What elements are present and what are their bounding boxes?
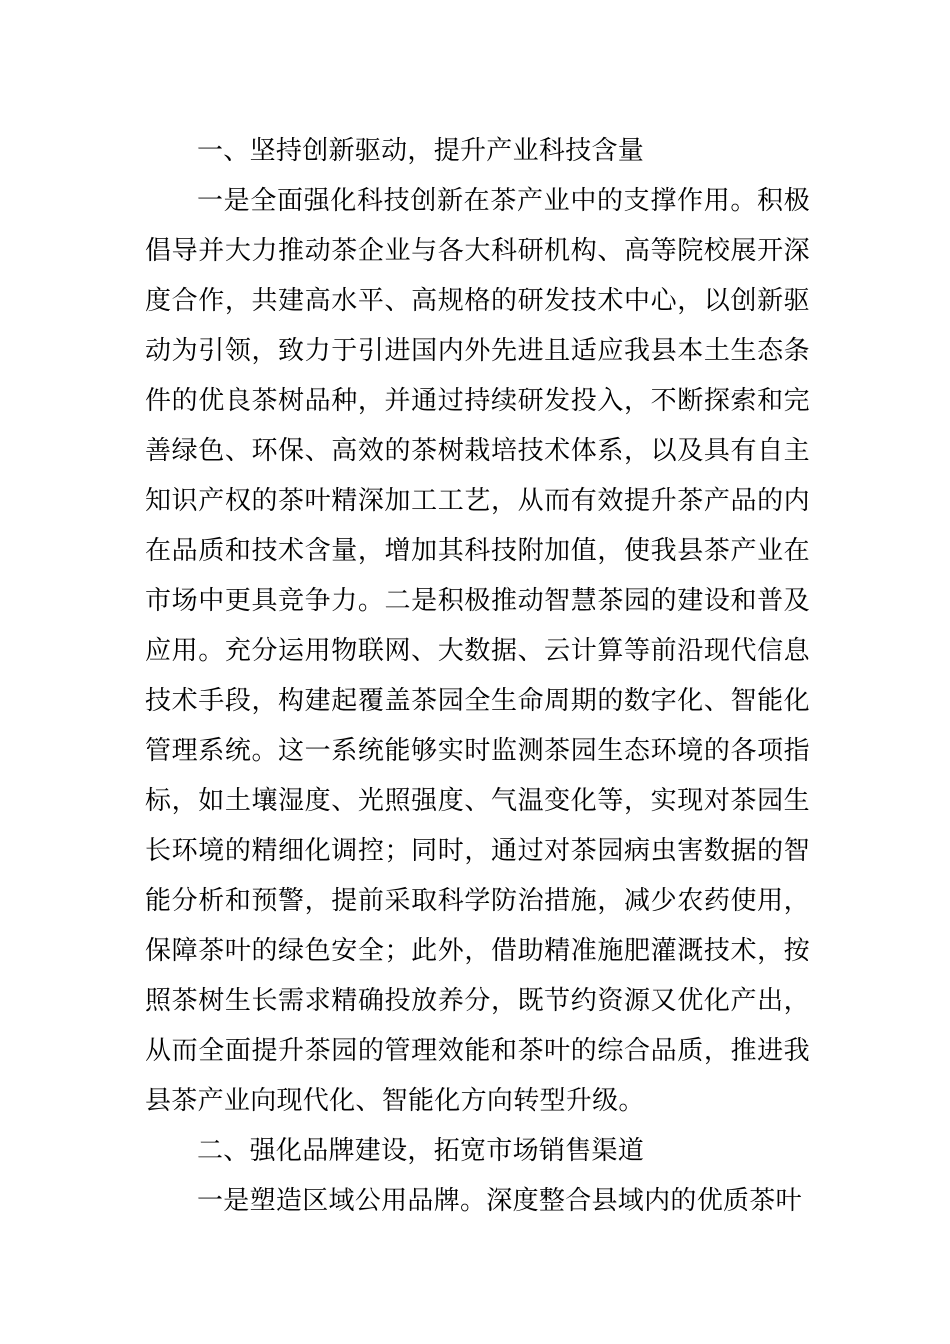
paragraph-2: 一是塑造区域公用品牌。深度整合县域内的优质茶叶 xyxy=(197,1186,802,1216)
document-body xyxy=(145,126,810,1226)
section-heading-1: 一、坚持创新驱动，提升产业科技含量 xyxy=(197,136,645,166)
paragraph-1: 一是全面强化科技创新在茶产业中的支撑作用。积极倡导并大力推动茶企业与各大科研机构、高等院校展开深度合作，共建高水平、高规格的研发技术中心，以创新驱动为引领，致力于引进国内外先进且适应我县本土生态条件的优良茶树品种，并通过持续研发投入，不断探索和完善绿色、环保、高效的茶树栽培技术体系，以及具有自主知识产权的茶叶精深加工工艺，从而有效提升茶产品的内在品质和技术含量，增加其科技附加值，使我县茶产业在市场中更具竞争力。二是积极推动智慧茶园的建设和普及应用。充分运用物联网、大数据、云计算等前沿现代信息技术手段，构建起覆盖茶园全生命周期的数字化、智能化管理系统。这一系统能够实时监测茶园生态环境的各项指标，如土壤湿度、光照强度、气温变化等，实现对茶园生长环境的精细化调控；同时，通过对茶园病虫害数据的智能分析和预警，提前采取科学防治措施，减少农药使用，保障茶叶的绿色安全；此外，借助精准施肥灌溉技术，按照茶树生长需求精确投放养分，既节约资源又优化产出，从而全面提升茶园的管理效能和茶叶的综合品质，推进我县茶产业向现代化、智能化方向转型升级。 xyxy=(145,186,810,1116)
section-heading-2: 二、强化品牌建设，拓宽市场销售渠道 xyxy=(197,1136,645,1166)
